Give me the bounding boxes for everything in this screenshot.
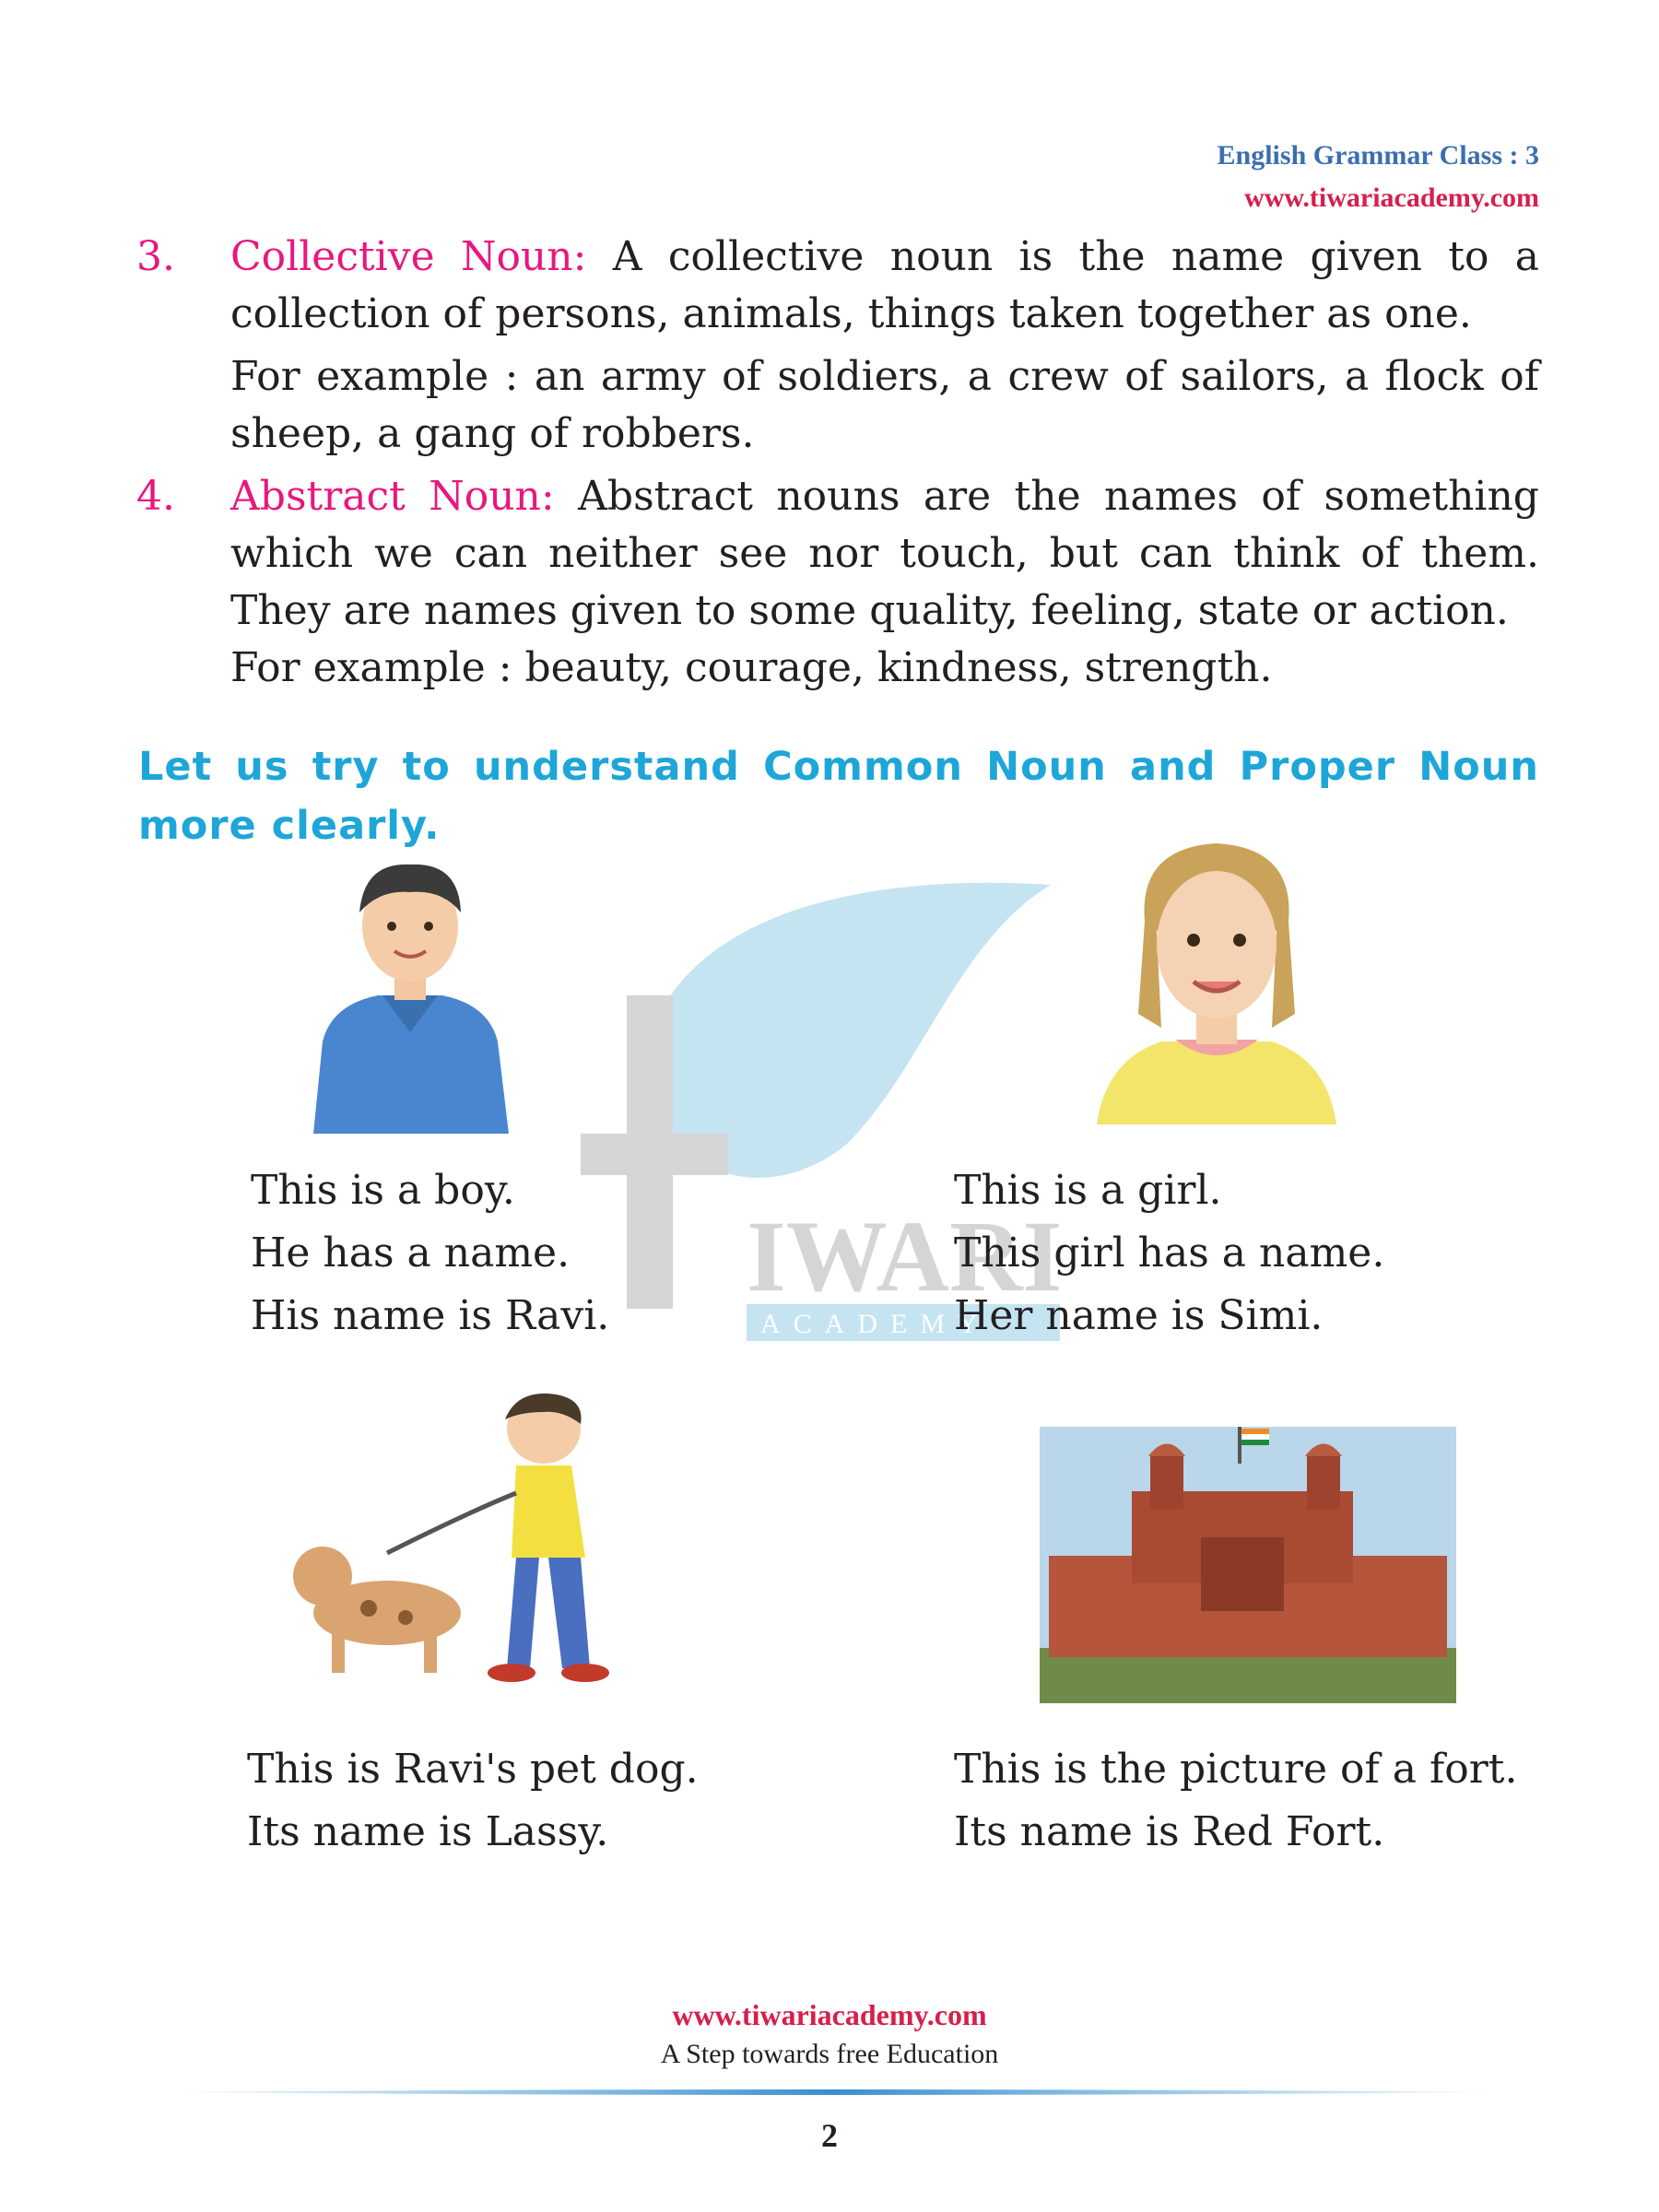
definition-term: Collective Noun: (230, 233, 587, 280)
header-title: English Grammar Class : 3 (1217, 140, 1539, 171)
caption-line: His name is Ravi. (251, 1292, 610, 1339)
fort-caption (954, 1738, 1517, 1864)
watermark-academy: ACADEMY (760, 1309, 991, 1339)
girl-illustration (1088, 830, 1346, 1124)
definition-text: A collective noun is the name given to a collection of persons, animals, things taken together as one. (230, 233, 1539, 337)
girl-caption (954, 1159, 1384, 1347)
caption-line: Her name is Simi. (954, 1292, 1324, 1339)
caption-line: This is a girl. (954, 1167, 1222, 1214)
red-fort-photo (1040, 1427, 1456, 1703)
footer-tagline: A Step towards free Education (660, 2039, 999, 2069)
header-url[interactable]: www.tiwariacademy.com (1244, 182, 1539, 213)
caption-line: He has a name. (251, 1230, 571, 1277)
definition-collective-noun (230, 229, 1539, 343)
definition-abstract-noun (230, 468, 1539, 640)
definition-number: 4. (136, 473, 175, 520)
footer-url[interactable]: www.tiwariacademy.com (672, 1998, 987, 2031)
watermark-iwari: IWARI (747, 1200, 1063, 1312)
section-heading: Let us try to understand Common Noun and Proper Noun more clearly. (138, 744, 1539, 849)
definition-example: For example : beauty, courage, kindness, strength. (230, 644, 1273, 691)
caption-line: This girl has a name. (954, 1230, 1385, 1277)
definition-term: Abstract Noun: (230, 473, 555, 520)
boy-illustration (295, 848, 525, 1134)
definition-text: Abstract nouns are the names of something which we can neither see nor touch, but can think of them. They are names given to some quality, feeling, state or action. (230, 473, 1539, 634)
definition-example: For example : an army of soldiers, a crew of sailors, a flock of sheep, a gang of robbers. (230, 353, 1539, 457)
footer-divider (175, 2088, 1493, 2096)
leaf-icon (643, 883, 1051, 1178)
caption-line: Its name is Lassy. (247, 1808, 609, 1855)
caption-line: This is the picture of a fort. (954, 1746, 1518, 1793)
page-number: 2 (821, 2117, 838, 2154)
definition-number: 3. (136, 233, 175, 280)
boy-with-dog-illustration (267, 1392, 654, 1705)
caption-line: This is Ravi's pet dog. (247, 1746, 699, 1793)
dog-caption (247, 1738, 699, 1864)
caption-line: Its name is Red Fort. (954, 1808, 1385, 1855)
boy-caption (251, 1159, 609, 1347)
caption-line: This is a boy. (251, 1167, 515, 1214)
